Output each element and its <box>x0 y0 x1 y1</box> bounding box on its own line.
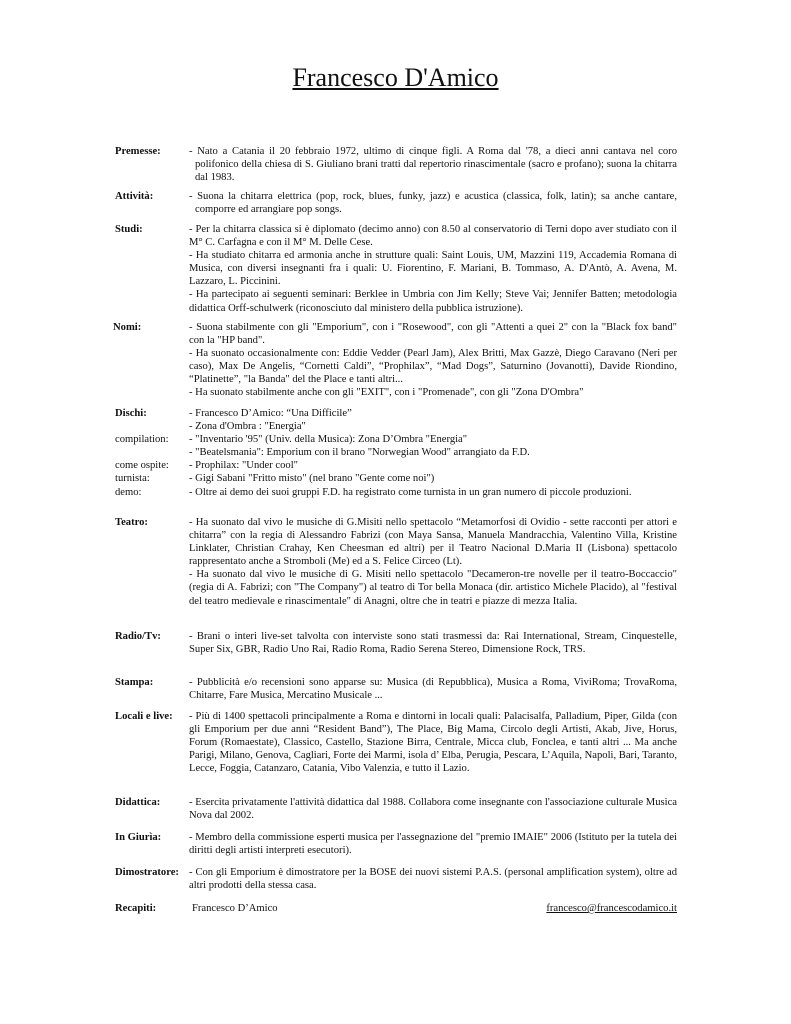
section-teatro <box>115 516 677 608</box>
section-label: In Giurìa: <box>115 832 162 843</box>
disc-entry: - "Inventario '95" (Univ. della Musica): Zona D’Ombra "Energia" <box>189 434 468 446</box>
section-stampa <box>115 676 677 702</box>
section-paragraph: - Ha suonato dal vivo le musiche di G. Misiti nello spettacolo "Decameron-tre novelle per il teatro-Boccaccio" (regia di A. Fabrizi; con "The Company") al teatro di Tor bella Monaca (dir. artistico Michele Placido), al "festival del teatro medievale e rinascimentale" di Anagni, oltre che in teatri e piazze di mezza Italia. <box>189 569 677 607</box>
section-label: Premesse: <box>115 146 161 157</box>
section-label: Nomi: <box>113 322 142 333</box>
section-paragraph: - Ha suonato occasionalmente con: Eddie Vedder (Pearl Jam), Alex Britti, Max Gazzè, Diego Caravano (Neri per caso), Max De Angelis, “Cornetti Caldi”, “Prophilax”, “Mad Dogs”, Saturnino (Jovanotti), Davide Riondino, “Platinette”, "la Banda" del the Place e tanti altri... <box>189 348 677 386</box>
disc-category <box>115 420 189 433</box>
section-body <box>189 831 677 857</box>
section-label: Studi: <box>115 224 143 235</box>
section-body <box>189 630 677 656</box>
section-recapiti <box>115 902 677 916</box>
section-paragraph: - Suona stabilmente con gli "Emporium", con i "Rosewood", con gli "Attenti a quei 2" con la "Black fox band" con la "HP band". <box>189 322 677 347</box>
section-premesse <box>115 145 677 184</box>
section-label: Dischi: <box>115 408 147 419</box>
section-body <box>189 710 677 775</box>
section-paragraph: - Ha studiato chitarra ed armonia anche in strutture quali: Saint Louis, UM, Mazzini 119, Accademia Romana di Musica, con diversi insegnanti fra i quali: U. Fiorentino, F. Mariani, B. Tommaso, A. D'Antò, A. Avena, M. Lazzaro, L. Piccinini. <box>189 250 677 288</box>
section-body <box>189 866 677 892</box>
disc-category: come ospite: <box>115 460 169 472</box>
section-studi <box>115 223 677 315</box>
section-body <box>189 190 677 216</box>
section-body <box>189 321 677 400</box>
section-paragraph: - Pubblicità e/o recensioni sono apparse su: Musica (di Repubblica), Musica a Roma, ViviRoma; TrovaRoma, Chitarre, Fare Musica, Mercatino Musicale ... <box>189 677 677 702</box>
section-body <box>189 796 677 822</box>
section-body <box>189 516 677 608</box>
section-body <box>189 223 677 315</box>
section-label: Attività: <box>115 191 154 202</box>
section-didattica <box>115 796 677 822</box>
contact-email-link[interactable]: francesco@francescodamico.it <box>546 903 677 914</box>
section-body <box>189 145 677 184</box>
disc-entry: - Prophilax: "Under cool" <box>189 460 298 472</box>
section-radio-tv <box>115 630 677 656</box>
section-attivita <box>115 190 677 216</box>
section-label: Teatro: <box>115 517 148 528</box>
section-paragraph: - Più di 1400 spettacoli principalmente a Roma e dintorni in locali quali: Palacisalfa, Palladium, Piper, Gilda (con gli Emporium per due anni “Resident Band”), The Place, Big Mama, Circolo degli Artisti, Akab, Jive, Horus, Forum (Romaestate), Classico, Castello, Stazione Birra, Centrale, Micca club, Fonclea, e tanti altri ... Ma anche Parigi, Milano, Genova, Cagliari, Forte dei Marmi, isola d’ Elba, Perugia, Pescara, L’Aquila, Napoli, Bari, Taranto, Lecce, Foggia, Catanzaro, Catania, Vibo Valenzia, e tutto il Lazio. <box>189 711 677 775</box>
disc-entry: - Oltre ai demo dei suoi gruppi F.D. ha registrato come turnista in un gran numero di piccole produzioni. <box>189 486 632 498</box>
section-dischi <box>115 407 677 499</box>
section-label: Stampa: <box>115 677 154 688</box>
disc-category <box>115 446 189 459</box>
section-paragraph: - Ha suonato dal vivo le musiche di G.Misiti nello spettacolo “Metamorfosi di Ovidio - sette racconti per attori e chitarra” con la regia di Alessandro Fabrizi (con Maya Sansa, Manuela Mandracchia, Valentino Villa, Kristine Linklater, Christian Crahay, Ken Cheesman ed altri) per il Teatro Nacional D.Maria II (Lisbona) spettacolo rappresentato anche a Stromboli (Me) ed a S. Felice Circeo (Lt). <box>189 517 677 568</box>
disc-entry: - Zona d'Ombra : "Energia" <box>189 421 306 433</box>
disc-category: turnista: <box>115 473 150 485</box>
section-paragraph: - Esercita privatamente l'attività didattica dal 1988. Collabora come insegnante con l'associazione culturale Musica Nova dal 2002. <box>189 797 677 822</box>
section-paragraph: - Per la chitarra classica si è diplomato (decimo anno) con 8.50 al conservatorio di Terni dopo aver studiato con il M° C. Carfagna e con il M° M. Delle Cese. <box>189 224 677 249</box>
section-paragraph: - Ha partecipato ai seguenti seminari: Berklee in Umbria con Jim Kelly; Steve Vai; Jennifer Batten; metodologia didattica Orff-schulwerk (riconosciuto dal ministero della pubblica istruzione). <box>189 289 677 314</box>
section-paragraph: - Ha suonato stabilmente anche con gli "EXIT", con i "Promenade", con gli "Zona D'Ombra" <box>189 387 584 399</box>
section-nomi <box>115 321 677 400</box>
disc-entry: - "Beatelsmania": Emporium con il brano "Norwegian Wood" arrangiato da F.D. <box>189 447 530 459</box>
section-label: Dimostratore: <box>115 867 179 878</box>
section-paragraph: - Con gli Emporium è dimostratore per la BOSE dei nuovi sistemi P.A.S. (personal amplification system), oltre ad altri prodotti della stessa casa. <box>189 867 677 892</box>
section-dimostratore <box>115 866 677 892</box>
section-paragraph: - Brani o interi live-set talvolta con interviste sono stati trasmessi da: Rai International, Stream, Cinquestelle, Super Six, GBR, Radio Uno Rai, Radio Roma, Radio Serena Stereo, Dimensione Rock, TRS. <box>189 631 677 656</box>
page-title: Francesco D'Amico <box>292 63 499 92</box>
section-paragraph: - Nato a Catania il 20 febbraio 1972, ultimo di cinque figli. A Roma dal '78, a dieci anni cantava nel coro polifonico della chiesa di S. Giuliano brani tratti dal repertorio rinascimentale (sacro e profano); suona la chitarra dal 1983. <box>189 146 677 184</box>
section-label: Recapiti: <box>115 903 157 914</box>
section-giuria <box>115 831 677 857</box>
section-locali-live <box>115 710 677 775</box>
section-body <box>189 676 677 702</box>
section-paragraph: - Membro della commissione esperti musica per l'assegnazione del "premio IMAIE" 2006 (Istituto per la tutela dei diritti degli artisti interpreti esecutori). <box>189 832 677 857</box>
section-label: Didattica: <box>115 797 161 808</box>
disc-entry: - Francesco D’Amico: “Una Difficile” <box>189 408 352 419</box>
disc-category: demo: <box>115 486 142 498</box>
section-label: Locali e live: <box>115 711 173 722</box>
contact-name: Francesco D’Amico <box>192 903 278 914</box>
section-paragraph: - Suona la chitarra elettrica (pop, rock, blues, funky, jazz) e acustica (classica, folk, latin); sa anche cantare, comporre ed arrangiare pop songs. <box>189 191 677 216</box>
section-label: Radio/Tv: <box>115 631 161 642</box>
disc-entry: - Gigi Sabani "Fritto misto" (nel brano "Gente come noi") <box>189 473 435 485</box>
disc-category: compilation: <box>115 434 169 446</box>
